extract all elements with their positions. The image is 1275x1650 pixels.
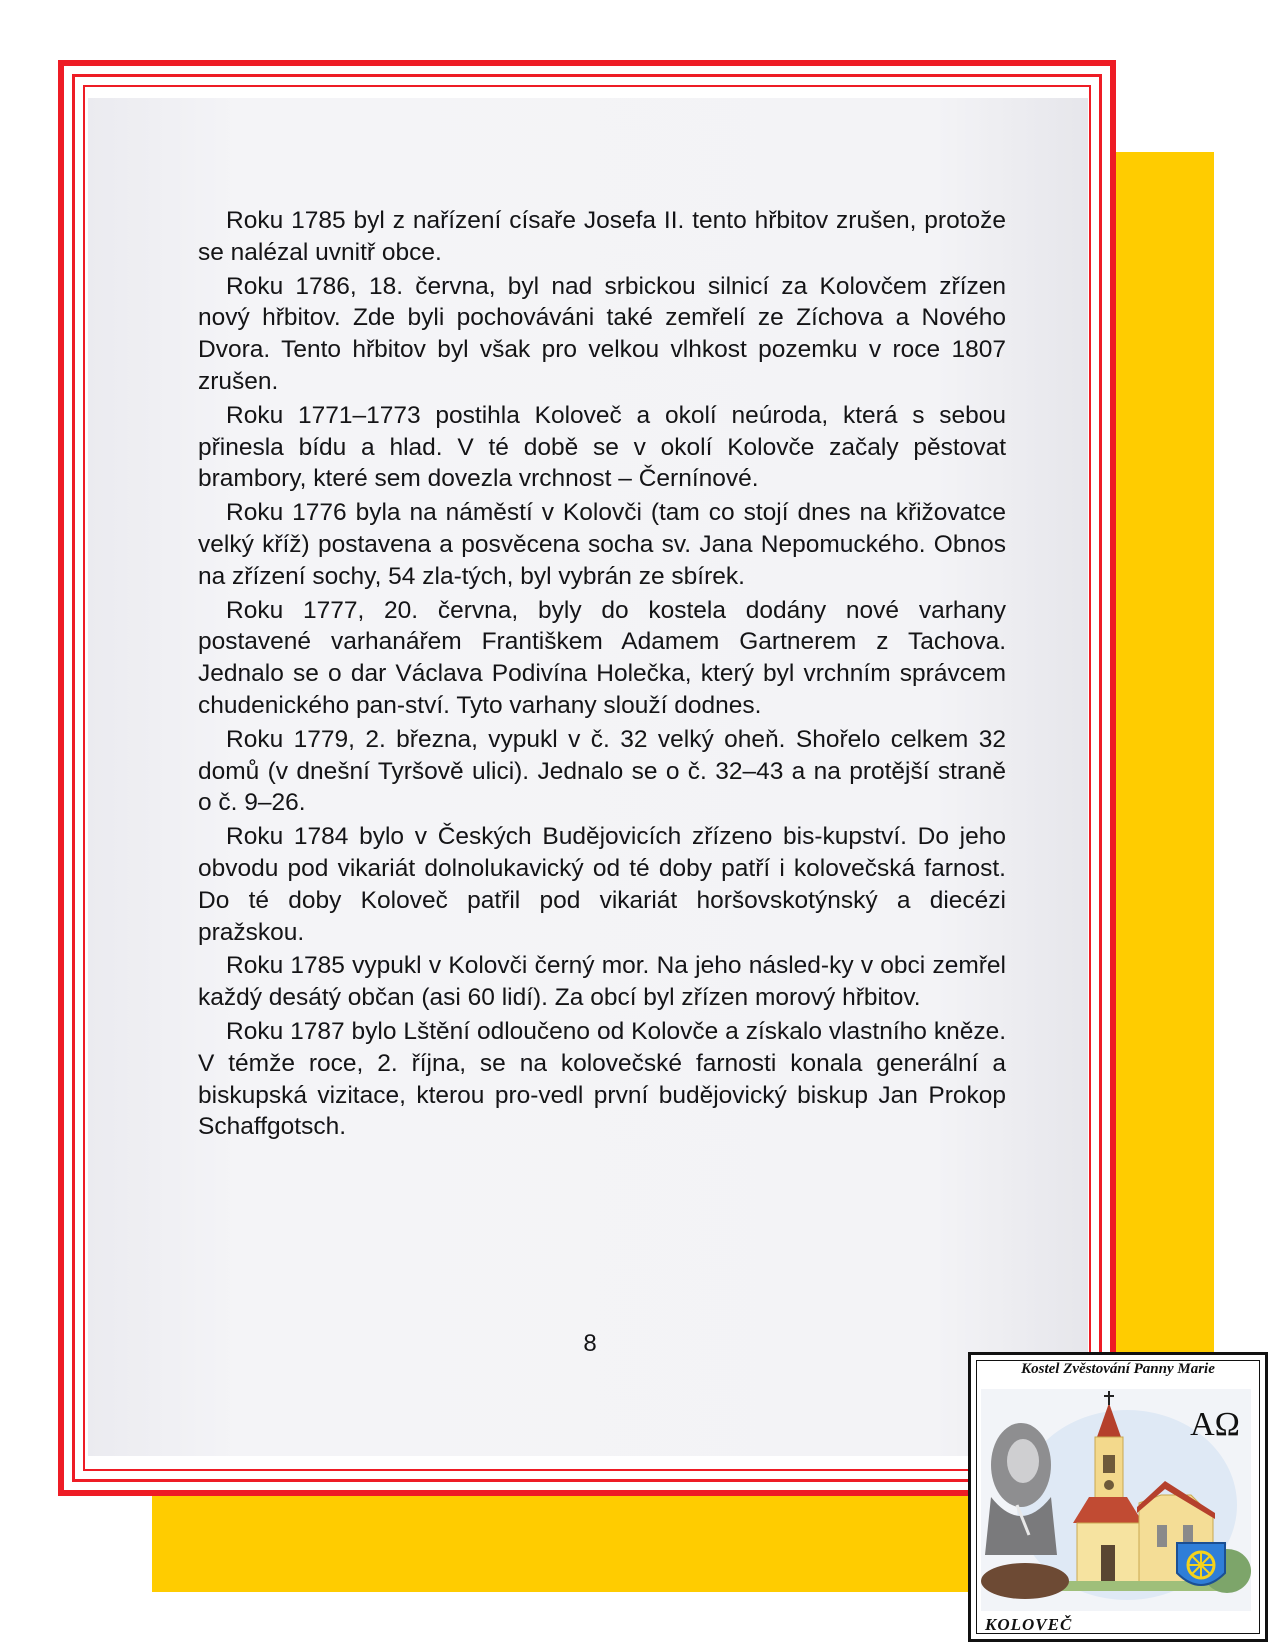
paragraph: Roku 1776 byla na náměstí v Kolovči (tam co stojí dnes na křižovatce velký kříž) postavena a posvěcena socha sv. Jana Nepomuckého. Obnos na zřízení sochy, 54 zla-tých, byl vybrán ze sbírek. [198,499,1006,590]
page-number: 8 [583,1330,597,1357]
paragraph: Roku 1784 bylo v Českých Budějovicích zřízeno bis-kupství. Do jeho obvodu pod vikariát dolnolukavický od té doby patří i kolovečská farnost. Do té doby Koloveč patřil pod vikariát horšovskotýnský a diecézi pražskou. [198,823,1006,946]
paragraph: Roku 1779, 2. března, vypukl v č. 32 velký oheň. Shořelo celkem 32 domů (v dnešní Tyršově ulici). Jednalo se o č. 32–43 a na protější straně o č. 9–26. [198,725,1006,817]
church-illustration [977,1385,1259,1615]
paragraph: Roku 1785 vypukl v Kolovči černý mor. Na jeho násled-ky v obci zemřel každý desátý občan (asi 60 lidí). Za obcí byl zřízen morový hřbitov. [198,952,1006,1012]
paragraph: Roku 1785 byl z nařízení císaře Josefa II. tento hřbitov zrušen, protože se nalézal uvnitř obce. [198,207,1006,266]
paragraph: Roku 1786, 18. června, byl nad srbickou silnicí za Kolovčem zřízen nový hřbitov. Zde byli pochováváni také zemřelí ze Zíchova a Nového Dvora. Tento hřbitov byl však pro velkou vlhkost pozemku v roce 1807 zrušen. [198,272,1006,395]
alpha-omega-symbol: AΩ [1190,1406,1240,1443]
paragraph: Roku 1777, 20. června, byly do kostela dodány nové varhany postavené varhanářem Františkem Adamem Gartnerem z Tachova. Jednalo se o dar Václava Podivína Holečka, který byl vrchním správcem chudenického pan-ství. Tyto varhany slouží dodnes. [198,596,1006,719]
paragraph: Roku 1787 bylo Lštění odloučeno od Kolovče a získalo vlastního kněze. V témže roce, 2. října, se na kolovečské farnosti konala generální a biskupská vizitace, kterou pro-vedl první budějovický biskup Jan Prokop Schaffgotsch. [198,1017,1006,1141]
church-emblem [968,1352,1268,1642]
page-text [198,205,1006,1145]
emblem-title: Kostel Zvěstování Panny Marie [1021,1361,1215,1377]
coat-of-arms-icon [1177,1543,1225,1585]
emblem-town-name: KOLOVEČ [985,1615,1073,1634]
paragraph: Roku 1771–1773 postihla Koloveč a okolí neúroda, která s sebou přinesla bídu a hlad. V té době se v okolí Kolovče začaly pěstovat brambory, které sem dovezla vrchnost – Černínové. [198,401,1006,493]
